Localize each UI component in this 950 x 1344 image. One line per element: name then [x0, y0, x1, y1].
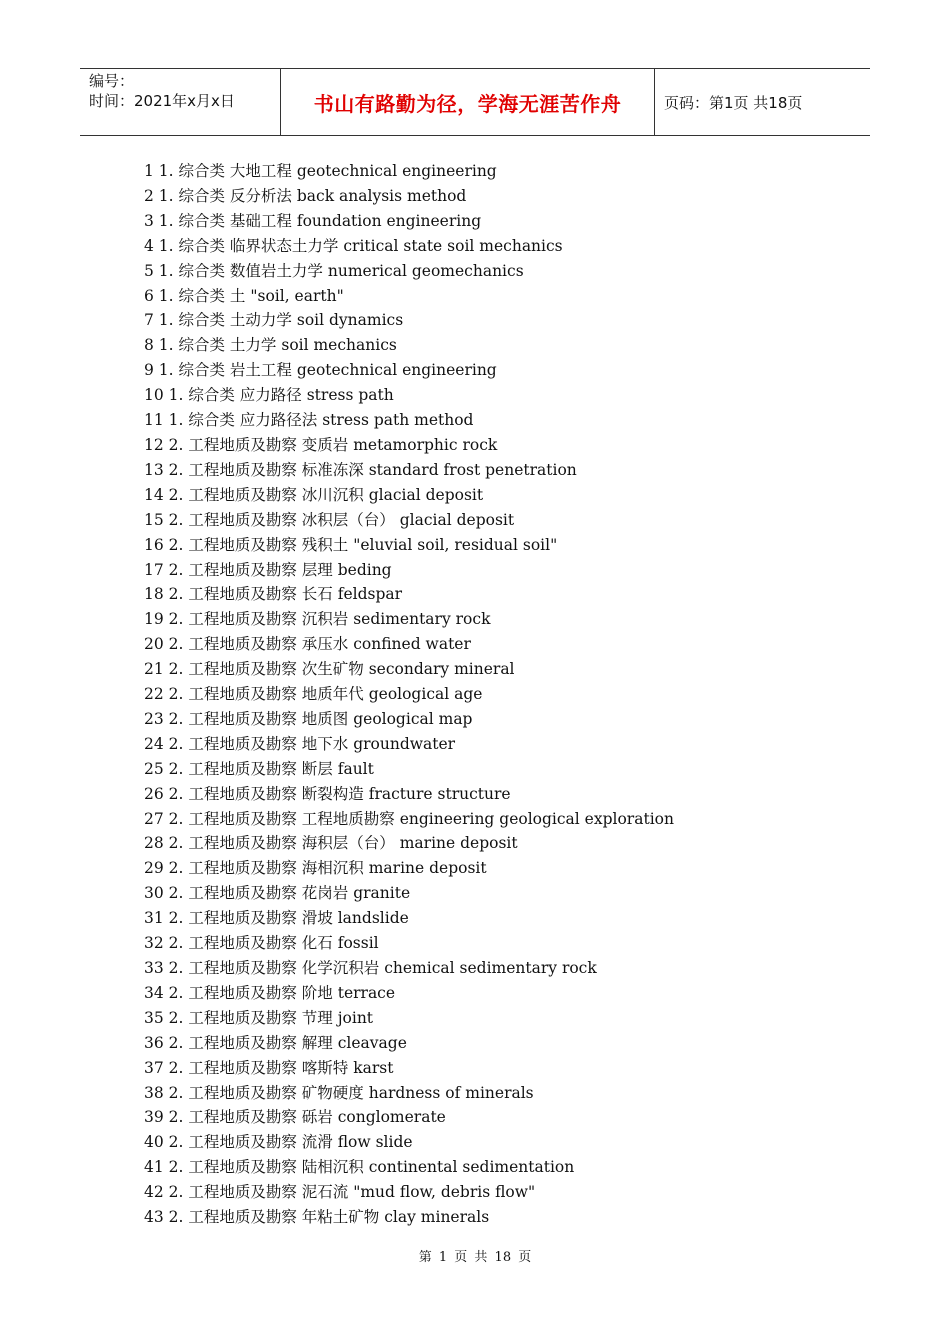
glossary-entry: 17 2. 工程地质及勘察 层理 beding: [144, 560, 392, 579]
glossary-entry: 33 2. 工程地质及勘察 化学沉积岩 chemical sedimentary rock: [144, 959, 597, 977]
glossary-entry: 35 2. 工程地质及勘察 节理 joint: [144, 1008, 374, 1027]
glossary-entry: 31 2. 工程地质及勘察 滑坡 landslide: [144, 909, 409, 928]
time-label: 时间：2021年x月x日: [89, 92, 235, 110]
glossary-entry: 10 1. 综合类 应力路径 stress path: [144, 386, 394, 405]
glossary-entry: 15 2. 工程地质及勘察 冰积层（台） glacial deposit: [144, 510, 515, 529]
glossary-entry: 21 2. 工程地质及勘察 次生矿物 secondary mineral: [144, 660, 515, 679]
glossary-list: [144, 159, 844, 1230]
glossary-entry: 40 2. 工程地质及勘察 流滑 flow slide: [144, 1133, 413, 1152]
glossary-entry: 14 2. 工程地质及勘察 冰川沉积 glacial deposit: [144, 485, 484, 504]
glossary-entry: 6 1. 综合类 土 "soil, earth": [144, 286, 344, 305]
glossary-entry: 23 2. 工程地质及勘察 地质图 geological map: [144, 709, 473, 728]
glossary-entry: 38 2. 工程地质及勘察 矿物硬度 hardness of minerals: [144, 1083, 534, 1102]
glossary-entry: 9 1. 综合类 岩土工程 geotechnical engineering: [144, 361, 497, 380]
glossary-entry: 29 2. 工程地质及勘察 海相沉积 marine deposit: [144, 859, 487, 878]
glossary-entry: 12 2. 工程地质及勘察 变质岩 metamorphic rock: [144, 435, 498, 454]
glossary-entry: 32 2. 工程地质及勘察 化石 fossil: [144, 934, 379, 953]
glossary-entry: 16 2. 工程地质及勘察 残积土 "eluvial soil, residual soil": [144, 535, 558, 554]
glossary-entry: 28 2. 工程地质及勘察 海积层（台） marine deposit: [144, 834, 518, 853]
header-meta: [80, 69, 281, 135]
number-label: 编号：: [89, 72, 135, 90]
glossary-entry: 43 2. 工程地质及勘察 年粘土矿物 clay minerals: [144, 1208, 490, 1227]
glossary-entry: 24 2. 工程地质及勘察 地下水 groundwater: [144, 734, 456, 753]
header-slogan: 书山有路勤为径，学海无涯苦作舟: [281, 69, 655, 135]
glossary-entry: 4 1. 综合类 临界状态土力学 critical state soil mechanics: [144, 236, 563, 255]
glossary-entry: 41 2. 工程地质及勘察 陆相沉积 continental sedimentation: [144, 1158, 575, 1177]
header-page-label: 页码：第1页 共18页: [664, 93, 803, 112]
glossary-entry: 3 1. 综合类 基础工程 foundation engineering: [144, 211, 482, 230]
glossary-entry: 30 2. 工程地质及勘察 花岗岩 granite: [144, 884, 411, 903]
glossary-entry: 42 2. 工程地质及勘察 泥石流 "mud flow, debris flow": [144, 1183, 536, 1202]
glossary-entry: 22 2. 工程地质及勘察 地质年代 geological age: [144, 685, 483, 704]
glossary-entry: 18 2. 工程地质及勘察 长石 feldspar: [144, 585, 403, 604]
glossary-entry: 8 1. 综合类 土力学 soil mechanics: [144, 336, 397, 355]
glossary-entry: 2 1. 综合类 反分析法 back analysis method: [144, 186, 467, 205]
glossary-entry: 26 2. 工程地质及勘察 断裂构造 fracture structure: [144, 784, 511, 803]
glossary-entry: 27 2. 工程地质及勘察 工程地质勘察 engineering geological exploration: [144, 809, 674, 828]
glossary-entry: 37 2. 工程地质及勘察 喀斯特 karst: [144, 1058, 394, 1077]
glossary-entry: 5 1. 综合类 数值岩土力学 numerical geomechanics: [144, 261, 524, 280]
glossary-entry: 20 2. 工程地质及勘察 承压水 confined water: [144, 635, 471, 654]
glossary-entry: 13 2. 工程地质及勘察 标准冻深 standard frost penetration: [144, 460, 577, 479]
glossary-entry: 7 1. 综合类 土动力学 soil dynamics: [144, 311, 404, 330]
glossary-entry: 1 1. 综合类 大地工程 geotechnical engineering: [144, 162, 497, 180]
glossary-entry: 39 2. 工程地质及勘察 砾岩 conglomerate: [144, 1108, 446, 1127]
glossary-entry: 36 2. 工程地质及勘察 解理 cleavage: [144, 1033, 407, 1052]
glossary-entry: 11 1. 综合类 应力路径法 stress path method: [144, 411, 474, 430]
glossary-entry: 19 2. 工程地质及勘察 沉积岩 sedimentary rock: [144, 610, 491, 629]
glossary-entry: 25 2. 工程地质及勘察 断层 fault: [144, 759, 374, 778]
page-header: [80, 68, 870, 136]
glossary-entry: 34 2. 工程地质及勘察 阶地 terrace: [144, 983, 396, 1002]
page-footer: 第 1 页 共 18 页: [418, 1250, 532, 1265]
